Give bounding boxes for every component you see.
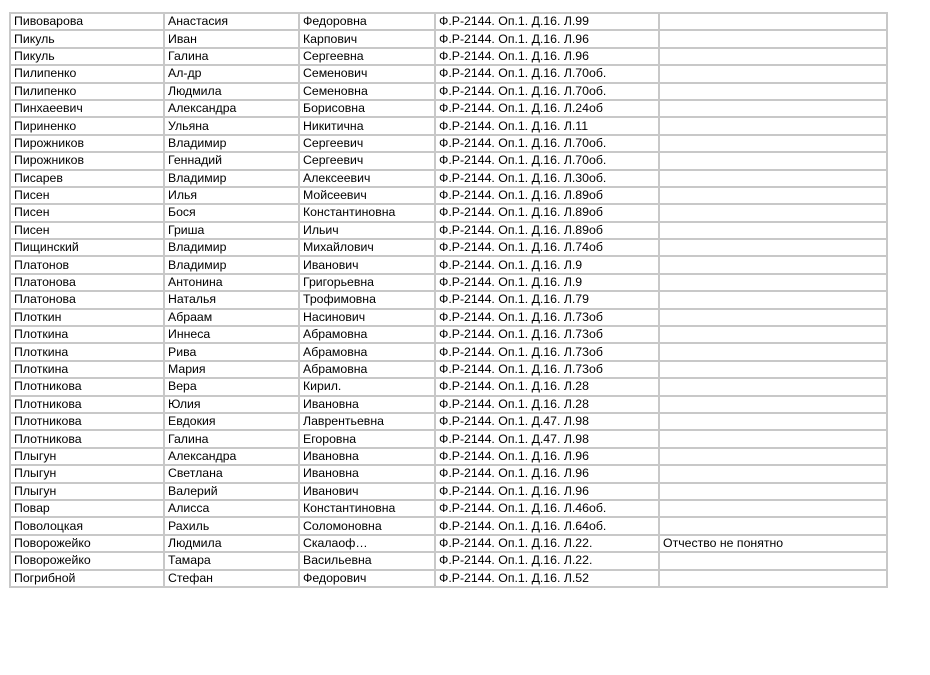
table-row	[10, 100, 887, 117]
note-cell	[659, 13, 887, 30]
archive-reference-cell: Ф.Р-2144. Оп.1. Д.16. Л.96	[435, 483, 659, 500]
first-name-cell: Галина	[164, 48, 299, 65]
note-cell	[659, 239, 887, 256]
first-name-cell: Тамара	[164, 552, 299, 569]
patronymic-cell: Егоровна	[299, 430, 435, 447]
archive-reference-cell: Ф.Р-2144. Оп.1. Д.16. Л.30об.	[435, 170, 659, 187]
first-name-cell: Владимир	[164, 256, 299, 273]
patronymic-cell: Никитична	[299, 117, 435, 134]
archive-reference-cell: Ф.Р-2144. Оп.1. Д.16. Л.96	[435, 30, 659, 47]
archive-reference-cell: Ф.Р-2144. Оп.1. Д.16. Л.22.	[435, 535, 659, 552]
archive-reference-cell: Ф.Р-2144. Оп.1. Д.16. Л.73об	[435, 309, 659, 326]
table-row	[10, 117, 887, 134]
surname-cell: Плоткина	[10, 343, 164, 360]
patronymic-cell: Карпович	[299, 30, 435, 47]
note-cell	[659, 170, 887, 187]
table-row	[10, 570, 887, 587]
surname-cell: Платонова	[10, 274, 164, 291]
note-cell	[659, 274, 887, 291]
table-row	[10, 465, 887, 482]
surname-cell: Погрибной	[10, 570, 164, 587]
surname-cell: Плоткина	[10, 361, 164, 378]
table-row	[10, 135, 887, 152]
patronymic-cell: Григорьевна	[299, 274, 435, 291]
note-cell	[659, 30, 887, 47]
first-name-cell: Стефан	[164, 570, 299, 587]
table-row	[10, 274, 887, 291]
table-row	[10, 378, 887, 395]
first-name-cell: Абраам	[164, 309, 299, 326]
archive-reference-cell: Ф.Р-2144. Оп.1. Д.47. Л.98	[435, 430, 659, 447]
table-row	[10, 448, 887, 465]
note-cell	[659, 256, 887, 273]
table-row	[10, 413, 887, 430]
note-cell	[659, 135, 887, 152]
first-name-cell: Юлия	[164, 396, 299, 413]
first-name-cell: Гриша	[164, 222, 299, 239]
patronymic-cell: Константиновна	[299, 204, 435, 221]
note-cell	[659, 222, 887, 239]
archive-reference-cell: Ф.Р-2144. Оп.1. Д.16. Л.73об	[435, 343, 659, 360]
archive-reference-cell: Ф.Р-2144. Оп.1. Д.16. Л.73об	[435, 361, 659, 378]
table-row	[10, 517, 887, 534]
table-row	[10, 222, 887, 239]
table-row	[10, 48, 887, 65]
archive-reference-cell: Ф.Р-2144. Оп.1. Д.16. Л.89об	[435, 204, 659, 221]
table-row	[10, 343, 887, 360]
table-row	[10, 326, 887, 343]
first-name-cell: Александра	[164, 100, 299, 117]
patronymic-cell: Ивановна	[299, 396, 435, 413]
surname-cell: Пинхаеевич	[10, 100, 164, 117]
patronymic-cell: Иванович	[299, 483, 435, 500]
surname-cell: Платонова	[10, 291, 164, 308]
patronymic-cell: Васильевна	[299, 552, 435, 569]
archive-reference-cell: Ф.Р-2144. Оп.1. Д.16. Л.9	[435, 274, 659, 291]
first-name-cell: Мария	[164, 361, 299, 378]
archive-reference-cell: Ф.Р-2144. Оп.1. Д.16. Л.74об	[435, 239, 659, 256]
patronymic-cell: Алексеевич	[299, 170, 435, 187]
patronymic-cell: Семенович	[299, 65, 435, 82]
surname-cell: Поворожейко	[10, 552, 164, 569]
note-cell	[659, 83, 887, 100]
surname-cell: Пирожников	[10, 135, 164, 152]
table-row	[10, 291, 887, 308]
patronymic-cell: Трофимовна	[299, 291, 435, 308]
archive-reference-cell: Ф.Р-2144. Оп.1. Д.16. Л.9	[435, 256, 659, 273]
surname-cell: Плотникова	[10, 378, 164, 395]
first-name-cell: Ал-др	[164, 65, 299, 82]
archive-reference-cell: Ф.Р-2144. Оп.1. Д.16. Л.89об	[435, 187, 659, 204]
patronymic-cell: Скалаоф…	[299, 535, 435, 552]
first-name-cell: Бося	[164, 204, 299, 221]
patronymic-cell: Лаврентьевна	[299, 413, 435, 430]
records-table-body	[10, 13, 887, 587]
table-row	[10, 239, 887, 256]
first-name-cell: Наталья	[164, 291, 299, 308]
archive-reference-cell: Ф.Р-2144. Оп.1. Д.16. Л.73об	[435, 326, 659, 343]
first-name-cell: Геннадий	[164, 152, 299, 169]
table-row	[10, 396, 887, 413]
archive-reference-cell: Ф.Р-2144. Оп.1. Д.16. Л.96	[435, 465, 659, 482]
archive-reference-cell: Ф.Р-2144. Оп.1. Д.16. Л.52	[435, 570, 659, 587]
note-cell	[659, 552, 887, 569]
surname-cell: Плоткин	[10, 309, 164, 326]
surname-cell: Писен	[10, 222, 164, 239]
surname-cell: Писен	[10, 204, 164, 221]
patronymic-cell: Абрамовна	[299, 361, 435, 378]
note-cell	[659, 465, 887, 482]
surname-cell: Платонов	[10, 256, 164, 273]
surname-cell: Пикуль	[10, 48, 164, 65]
patronymic-cell: Михайлович	[299, 239, 435, 256]
archive-reference-cell: Ф.Р-2144. Оп.1. Д.16. Л.70об.	[435, 83, 659, 100]
table-row	[10, 204, 887, 221]
note-cell	[659, 117, 887, 134]
archive-reference-cell: Ф.Р-2144. Оп.1. Д.16. Л.89об	[435, 222, 659, 239]
table-row	[10, 13, 887, 30]
table-row	[10, 187, 887, 204]
first-name-cell: Людмила	[164, 83, 299, 100]
note-cell	[659, 326, 887, 343]
surname-cell: Плотникова	[10, 396, 164, 413]
note-cell	[659, 570, 887, 587]
note-cell	[659, 100, 887, 117]
note-cell	[659, 413, 887, 430]
patronymic-cell: Иванович	[299, 256, 435, 273]
first-name-cell: Евдокия	[164, 413, 299, 430]
surname-cell: Писен	[10, 187, 164, 204]
archive-reference-cell: Ф.Р-2144. Оп.1. Д.16. Л.96	[435, 448, 659, 465]
note-cell	[659, 204, 887, 221]
archive-reference-cell: Ф.Р-2144. Оп.1. Д.16. Л.46об.	[435, 500, 659, 517]
patronymic-cell: Абрамовна	[299, 326, 435, 343]
first-name-cell: Светлана	[164, 465, 299, 482]
table-row	[10, 535, 887, 552]
note-cell: Отчество не понятно	[659, 535, 887, 552]
note-cell	[659, 343, 887, 360]
patronymic-cell: Сергеевич	[299, 135, 435, 152]
first-name-cell: Рахиль	[164, 517, 299, 534]
surname-cell: Пилипенко	[10, 65, 164, 82]
first-name-cell: Иван	[164, 30, 299, 47]
archive-reference-cell: Ф.Р-2144. Оп.1. Д.16. Л.96	[435, 48, 659, 65]
table-row	[10, 430, 887, 447]
first-name-cell: Анастасия	[164, 13, 299, 30]
archive-reference-cell: Ф.Р-2144. Оп.1. Д.16. Л.11	[435, 117, 659, 134]
table-row	[10, 483, 887, 500]
table-row	[10, 65, 887, 82]
patronymic-cell: Ильич	[299, 222, 435, 239]
note-cell	[659, 396, 887, 413]
archive-reference-cell: Ф.Р-2144. Оп.1. Д.16. Л.70об.	[435, 65, 659, 82]
note-cell	[659, 152, 887, 169]
note-cell	[659, 378, 887, 395]
archive-reference-cell: Ф.Р-2144. Оп.1. Д.16. Л.24об	[435, 100, 659, 117]
table-row	[10, 152, 887, 169]
surname-cell: Пириненко	[10, 117, 164, 134]
table-row	[10, 30, 887, 47]
note-cell	[659, 187, 887, 204]
note-cell	[659, 517, 887, 534]
patronymic-cell: Федоровна	[299, 13, 435, 30]
first-name-cell: Валерий	[164, 483, 299, 500]
note-cell	[659, 500, 887, 517]
surname-cell: Плыгун	[10, 448, 164, 465]
first-name-cell: Иннеса	[164, 326, 299, 343]
first-name-cell: Людмила	[164, 535, 299, 552]
patronymic-cell: Ивановна	[299, 448, 435, 465]
table-row	[10, 83, 887, 100]
surname-cell: Поворожейко	[10, 535, 164, 552]
surname-cell: Плотникова	[10, 430, 164, 447]
surname-cell: Плоткина	[10, 326, 164, 343]
note-cell	[659, 48, 887, 65]
first-name-cell: Ульяна	[164, 117, 299, 134]
first-name-cell: Владимир	[164, 170, 299, 187]
patronymic-cell: Мойсеевич	[299, 187, 435, 204]
table-row	[10, 361, 887, 378]
surname-cell: Пищинский	[10, 239, 164, 256]
table-row	[10, 256, 887, 273]
note-cell	[659, 65, 887, 82]
patronymic-cell: Соломоновна	[299, 517, 435, 534]
archive-reference-cell: Ф.Р-2144. Оп.1. Д.16. Л.64об.	[435, 517, 659, 534]
surname-cell: Пилипенко	[10, 83, 164, 100]
first-name-cell: Александра	[164, 448, 299, 465]
first-name-cell: Рива	[164, 343, 299, 360]
table-row	[10, 552, 887, 569]
patronymic-cell: Сергеевич	[299, 152, 435, 169]
records-table	[9, 12, 888, 588]
surname-cell: Писарев	[10, 170, 164, 187]
patronymic-cell: Кирил.	[299, 378, 435, 395]
first-name-cell: Владимир	[164, 239, 299, 256]
archive-reference-cell: Ф.Р-2144. Оп.1. Д.47. Л.98	[435, 413, 659, 430]
archive-reference-cell: Ф.Р-2144. Оп.1. Д.16. Л.70об.	[435, 152, 659, 169]
archive-reference-cell: Ф.Р-2144. Оп.1. Д.16. Л.79	[435, 291, 659, 308]
first-name-cell: Вера	[164, 378, 299, 395]
surname-cell: Поволоцкая	[10, 517, 164, 534]
surname-cell: Пивоварова	[10, 13, 164, 30]
first-name-cell: Антонина	[164, 274, 299, 291]
first-name-cell: Илья	[164, 187, 299, 204]
note-cell	[659, 483, 887, 500]
surname-cell: Плыгун	[10, 483, 164, 500]
note-cell	[659, 309, 887, 326]
patronymic-cell: Абрамовна	[299, 343, 435, 360]
patronymic-cell: Сергеевна	[299, 48, 435, 65]
archive-reference-cell: Ф.Р-2144. Оп.1. Д.16. Л.28	[435, 378, 659, 395]
note-cell	[659, 361, 887, 378]
patronymic-cell: Насинович	[299, 309, 435, 326]
surname-cell: Повар	[10, 500, 164, 517]
table-row	[10, 500, 887, 517]
surname-cell: Пикуль	[10, 30, 164, 47]
patronymic-cell: Борисовна	[299, 100, 435, 117]
patronymic-cell: Константиновна	[299, 500, 435, 517]
note-cell	[659, 448, 887, 465]
archive-reference-cell: Ф.Р-2144. Оп.1. Д.16. Л.70об.	[435, 135, 659, 152]
note-cell	[659, 291, 887, 308]
patronymic-cell: Ивановна	[299, 465, 435, 482]
patronymic-cell: Федорович	[299, 570, 435, 587]
archive-reference-cell: Ф.Р-2144. Оп.1. Д.16. Л.99	[435, 13, 659, 30]
archive-reference-cell: Ф.Р-2144. Оп.1. Д.16. Л.28	[435, 396, 659, 413]
first-name-cell: Владимир	[164, 135, 299, 152]
note-cell	[659, 430, 887, 447]
first-name-cell: Галина	[164, 430, 299, 447]
surname-cell: Пирожников	[10, 152, 164, 169]
table-row	[10, 170, 887, 187]
surname-cell: Плотникова	[10, 413, 164, 430]
patronymic-cell: Семеновна	[299, 83, 435, 100]
table-row	[10, 309, 887, 326]
first-name-cell: Алисса	[164, 500, 299, 517]
surname-cell: Плыгун	[10, 465, 164, 482]
archive-reference-cell: Ф.Р-2144. Оп.1. Д.16. Л.22.	[435, 552, 659, 569]
